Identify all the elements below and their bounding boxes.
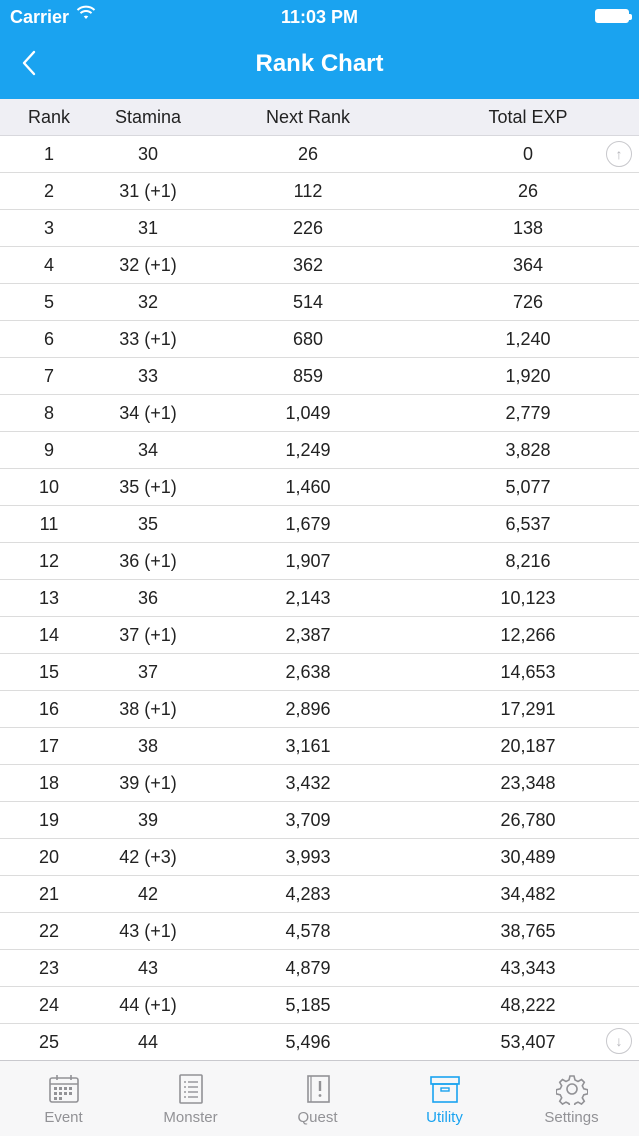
row-stamina: 37 [137,662,159,682]
tab-bar [0,1060,639,1136]
row-stamina: 42 [137,884,159,904]
row-stamina: 37 (+1) [119,625,177,645]
gear-icon [556,1073,588,1105]
row-stamina: 39 [137,810,159,830]
tab-event[interactable] [0,1061,127,1137]
tab-monster-label: Monster [163,1109,218,1126]
header-total-exp: Total EXP [488,107,568,127]
row-total-exp: 20,187 [500,736,556,756]
row-total-exp: 726 [512,292,544,312]
table-row[interactable] [0,284,639,321]
row-next-rank: 4,879 [285,958,331,978]
row-rank: 9 [43,440,54,460]
row-stamina: 42 (+3) [119,847,177,867]
header-next-rank: Next Rank [265,107,351,127]
row-rank: 16 [38,699,60,719]
row-stamina: 38 [137,736,159,756]
row-rank: 17 [38,736,60,756]
tab-monster[interactable] [127,1061,254,1137]
row-stamina: 36 [137,588,159,608]
row-stamina: 31 (+1) [119,181,177,201]
header-rank: Rank [27,107,71,127]
row-stamina: 36 (+1) [119,551,177,571]
row-rank: 18 [38,773,60,793]
row-rank: 1 [43,144,54,164]
table-row[interactable] [0,580,639,617]
table-row[interactable] [0,617,639,654]
row-next-rank: 226 [292,218,324,238]
row-stamina: 43 (+1) [119,921,177,941]
row-total-exp: 138 [512,218,544,238]
row-rank: 19 [38,810,60,830]
row-next-rank: 4,283 [285,884,331,904]
table-row[interactable] [0,136,639,173]
row-next-rank: 3,432 [285,773,331,793]
row-total-exp: 1,240 [505,329,551,349]
row-total-exp: 30,489 [500,847,556,867]
row-stamina: 35 (+1) [119,477,177,497]
row-rank: 24 [38,995,60,1015]
row-stamina: 38 (+1) [119,699,177,719]
table-row[interactable] [0,913,639,950]
row-total-exp: 1,920 [505,366,551,386]
tab-event-label: Event [44,1109,83,1126]
table-row[interactable] [0,321,639,358]
row-next-rank: 2,387 [285,625,331,645]
tab-utility-label: Utility [426,1109,463,1126]
row-total-exp: 10,123 [500,588,556,608]
row-next-rank: 514 [292,292,324,312]
row-stamina: 43 [137,958,159,978]
row-rank: 2 [43,181,54,201]
row-rank: 7 [43,366,54,386]
row-stamina: 30 [137,144,159,164]
row-rank: 23 [38,958,60,978]
row-total-exp: 26,780 [500,810,556,830]
table-row[interactable] [0,1024,639,1060]
scroll-to-top-button[interactable]: ↑ [606,141,632,167]
tab-quest-label: Quest [297,1109,338,1126]
table-row[interactable] [0,506,639,543]
row-next-rank: 1,907 [285,551,331,571]
row-total-exp: 6,537 [505,514,551,534]
row-stamina: 34 (+1) [119,403,177,423]
row-next-rank: 2,143 [285,588,331,608]
carrier-label: Carrier [10,7,70,27]
tab-settings-label: Settings [544,1109,599,1126]
row-total-exp: 43,343 [500,958,556,978]
row-rank: 13 [38,588,60,608]
row-total-exp: 364 [512,255,544,275]
row-next-rank: 1,049 [285,403,331,423]
row-total-exp: 26 [517,181,539,201]
row-stamina: 31 [137,218,159,238]
row-stamina: 32 [137,292,159,312]
battery-icon [595,9,629,23]
table-row[interactable] [0,469,639,506]
status-time: 11:03 PM [280,7,359,27]
row-next-rank: 3,993 [285,847,331,867]
row-total-exp: 48,222 [500,995,556,1015]
table-row[interactable] [0,765,639,802]
row-total-exp: 2,779 [505,403,551,423]
tab-utility[interactable] [381,1061,508,1137]
table-header [0,99,639,136]
calendar-icon [48,1073,80,1105]
table-row[interactable] [0,432,639,469]
table-row[interactable] [0,210,639,247]
row-total-exp: 0 [522,144,533,164]
table-row[interactable] [0,691,639,728]
row-stamina: 33 (+1) [119,329,177,349]
row-next-rank: 2,638 [285,662,331,682]
table-row[interactable] [0,173,639,210]
row-rank: 21 [38,884,60,904]
row-total-exp: 23,348 [500,773,556,793]
table-row[interactable] [0,654,639,691]
navigation-bar [0,0,639,99]
row-rank: 14 [38,625,60,645]
row-total-exp: 38,765 [500,921,556,941]
row-stamina: 32 (+1) [119,255,177,275]
row-next-rank: 680 [292,329,324,349]
row-next-rank: 3,161 [285,736,331,756]
row-next-rank: 1,460 [285,477,331,497]
row-rank: 4 [43,255,54,275]
row-stamina: 34 [137,440,159,460]
archive-box-icon [429,1073,461,1105]
row-rank: 8 [43,403,54,423]
row-total-exp: 17,291 [500,699,556,719]
row-next-rank: 5,496 [285,1032,331,1052]
rank-table[interactable] [0,136,639,1060]
row-rank: 15 [38,662,60,682]
row-rank: 25 [38,1032,60,1052]
row-total-exp: 12,266 [500,625,556,645]
scroll-to-bottom-button[interactable]: ↓ [606,1028,632,1054]
row-rank: 20 [38,847,60,867]
row-next-rank: 1,249 [285,440,331,460]
table-row[interactable] [0,543,639,580]
row-next-rank: 3,709 [285,810,331,830]
row-stamina: 35 [137,514,159,534]
row-total-exp: 8,216 [505,551,551,571]
row-next-rank: 26 [297,144,319,164]
row-stamina: 44 [137,1032,159,1052]
row-stamina: 33 [137,366,159,386]
row-total-exp: 5,077 [505,477,551,497]
row-rank: 6 [43,329,54,349]
row-stamina: 44 (+1) [119,995,177,1015]
row-rank: 10 [38,477,60,497]
page-title: Rank Chart [255,50,384,77]
row-next-rank: 2,896 [285,699,331,719]
tab-quest[interactable] [254,1061,381,1137]
header-stamina: Stamina [114,107,182,127]
table-row[interactable] [0,247,639,284]
row-total-exp: 34,482 [500,884,556,904]
table-row[interactable] [0,358,639,395]
table-row[interactable] [0,987,639,1024]
row-rank: 5 [43,292,54,312]
row-rank: 3 [43,218,54,238]
table-row[interactable] [0,395,639,432]
status-bar [0,0,639,34]
row-next-rank: 4,578 [285,921,331,941]
row-rank: 22 [38,921,60,941]
row-next-rank: 5,185 [285,995,331,1015]
row-next-rank: 362 [292,255,324,275]
row-next-rank: 1,679 [285,514,331,534]
table-row[interactable] [0,728,639,765]
tab-settings[interactable] [508,1061,635,1137]
quest-book-icon [302,1073,334,1105]
table-row[interactable] [0,839,639,876]
row-total-exp: 53,407 [500,1032,556,1052]
row-stamina: 39 (+1) [119,773,177,793]
table-row[interactable] [0,950,639,987]
list-icon [175,1073,207,1105]
row-next-rank: 112 [293,181,323,201]
row-rank: 12 [38,551,60,571]
row-total-exp: 14,653 [500,662,556,682]
table-row[interactable] [0,876,639,913]
row-rank: 11 [39,514,59,534]
table-row[interactable] [0,802,639,839]
row-total-exp: 3,828 [505,440,551,460]
row-next-rank: 859 [292,366,324,386]
